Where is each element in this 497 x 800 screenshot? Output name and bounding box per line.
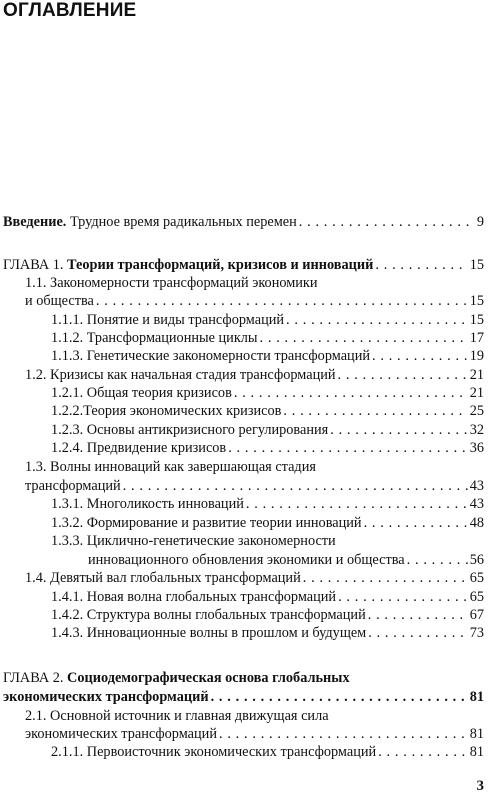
toc-entry-page: 48	[469, 515, 484, 531]
leader-dots	[370, 347, 468, 365]
toc-entry-label: Трансформационные циклы	[83, 330, 258, 346]
toc-entry-prefix: Введение.	[3, 214, 67, 230]
toc-entry-label: Генетические закономерности трансформаций	[83, 348, 371, 364]
toc-entry-prefix: 1.2.2.	[51, 403, 84, 419]
toc-entry-label: Новая волна глобальных трансформаций	[83, 589, 337, 605]
toc-entry-chapter-2[interactable]	[3, 669, 484, 687]
leader-dots	[336, 588, 468, 606]
toc-entry-label: Волны инноваций как завершающая стадия	[46, 459, 316, 475]
toc-entry-1-1[interactable]	[25, 274, 484, 292]
toc-entry-label: экономических трансформаций	[3, 689, 209, 705]
toc-entry-1-1-1[interactable]	[51, 311, 484, 329]
toc-entry-prefix: 2.1.	[25, 708, 47, 724]
leader-dots	[121, 477, 468, 495]
toc-entry-prefix: 1.4.2.	[51, 607, 84, 623]
toc-entry-page: 21	[469, 385, 484, 401]
toc-entry-1-1-3[interactable]	[51, 347, 484, 365]
toc-entry-1-3[interactable]	[25, 458, 484, 476]
toc-entry-page: 56	[469, 552, 484, 568]
toc-entry-prefix: 1.1.2.	[51, 330, 84, 346]
toc-entry-chapter-1[interactable]	[3, 256, 484, 274]
toc-entry-prefix: 1.1.1.	[51, 312, 84, 328]
toc-entry-page: 43	[469, 496, 484, 512]
leader-dots	[301, 569, 468, 587]
toc-entry-prefix: ГЛАВА 2.	[3, 670, 68, 686]
toc-entry-label: Структура волны глобальных трансформаций	[83, 607, 366, 623]
toc-entry-label: Формирование и развитие теории инноваций	[83, 515, 362, 531]
toc-entry-label: Циклично-генетические закономерности	[83, 533, 336, 549]
toc-entry-prefix: 1.1.	[25, 275, 47, 291]
toc-entry-label: Предвидение кризисов	[83, 440, 227, 456]
toc-entry-2-1[interactable]	[25, 707, 484, 725]
toc-entry-label: Девятый вал глобальных трансформаций	[46, 570, 301, 586]
toc-entry-page: 15	[469, 257, 484, 273]
toc-entry-1-4-2[interactable]	[51, 606, 484, 624]
toc-entry-prefix: 1.2.3.	[51, 422, 84, 438]
toc-entry-label: Основы антикризисного регулирования	[83, 422, 329, 438]
leader-dots	[258, 329, 468, 347]
toc-entry-prefix: 1.1.3.	[51, 348, 84, 364]
toc-entry-1-4-3[interactable]	[51, 624, 484, 642]
leader-dots	[232, 384, 468, 402]
toc-entry-1-3-3-cont[interactable]	[88, 551, 484, 569]
toc-entry-prefix: 2.1.1.	[51, 744, 84, 760]
toc-entry-1-2-3[interactable]	[51, 421, 484, 439]
leader-dots	[366, 624, 467, 642]
toc-entry-label: Основной источник и главная движущая сила	[46, 708, 329, 724]
toc-entry-1-3-1[interactable]	[51, 495, 484, 513]
toc-entry-label: Общая теория кризисов	[83, 385, 232, 401]
toc-entry-prefix: ГЛАВА 1.	[3, 257, 68, 273]
toc-entry-1-1-2[interactable]	[51, 329, 484, 347]
toc-entry-prefix: 1.2.1.	[51, 385, 84, 401]
toc-entry-2-1-1[interactable]	[51, 743, 484, 761]
toc-entry-2-1-cont[interactable]	[25, 725, 484, 743]
toc-entry-introduction[interactable]	[3, 213, 484, 231]
toc-entry-1-3-3[interactable]	[51, 532, 484, 550]
toc-entry-page: 17	[469, 330, 484, 346]
toc-entry-label: Теории трансформаций, кризисов и инноваций	[67, 257, 374, 273]
toc-entry-1-4-1[interactable]	[51, 588, 484, 606]
toc-entry-prefix: 1.2.4.	[51, 440, 84, 456]
toc-entry-label: Инновационные волны в прошлом и будущем	[83, 625, 367, 641]
toc-entry-page: 81	[469, 689, 484, 705]
toc-entry-page: 21	[469, 367, 484, 383]
leader-dots	[328, 421, 467, 439]
toc-entry-1-1-cont[interactable]	[25, 292, 484, 310]
toc-entry-prefix: 1.3.3.	[51, 533, 84, 549]
toc-entry-prefix: 1.2.	[25, 367, 47, 383]
page-number: 3	[476, 778, 484, 794]
toc-entry-page: 25	[469, 403, 484, 419]
toc-entry-prefix: 1.3.1.	[51, 496, 84, 512]
toc-entry-label: Понятие и виды трансформаций	[83, 312, 285, 328]
leader-dots	[336, 366, 468, 384]
toc-entry-label: Социодемографическая основа глобальных	[67, 670, 350, 686]
toc-entry-label: Закономерности трансформаций экономики	[46, 275, 318, 291]
toc-entry-page: 19	[469, 348, 484, 364]
leader-dots	[217, 725, 468, 743]
toc-entry-page: 9	[476, 214, 484, 230]
toc-entry-label: Многоликость инноваций	[83, 496, 244, 512]
toc-entry-label: Теория экономических кризисов	[83, 403, 282, 419]
toc-entry-label: трансформаций	[25, 478, 121, 494]
toc-entry-1-2-1[interactable]	[51, 384, 484, 402]
toc-entry-page: 15	[469, 293, 484, 309]
toc-entry-prefix: 1.4.1.	[51, 589, 84, 605]
leader-dots	[281, 402, 467, 420]
toc-entry-page: 36	[469, 440, 484, 456]
toc-entry-1-4[interactable]	[25, 569, 484, 587]
toc-entry-page: 65	[469, 589, 484, 605]
toc-entry-page: 32	[469, 422, 484, 438]
toc-entry-1-2-2[interactable]	[51, 402, 484, 420]
leader-dots	[362, 514, 468, 532]
toc-entry-label: Первоисточник экономических трансформаций	[83, 744, 377, 760]
toc-entry-page: 73	[469, 625, 484, 641]
toc-entry-1-3-cont[interactable]	[25, 477, 484, 495]
toc-entry-page: 43	[469, 478, 484, 494]
toc-entry-prefix: 1.4.	[25, 570, 47, 586]
leader-dots	[226, 439, 468, 457]
toc-entry-chapter-2-cont[interactable]	[3, 688, 484, 706]
leader-dots	[297, 213, 475, 231]
toc-entry-page: 81	[469, 726, 484, 742]
toc-entry-label: инновационного обновления экономики и общества	[88, 552, 405, 568]
leader-dots	[366, 606, 468, 624]
leader-dots	[209, 688, 468, 706]
toc-entry-1-2[interactable]	[25, 366, 484, 384]
leader-dots	[405, 551, 468, 569]
toc-entry-1-3-2[interactable]	[51, 514, 484, 532]
leader-dots	[373, 256, 467, 274]
toc-entry-1-2-4[interactable]	[51, 439, 484, 457]
leader-dots	[94, 292, 468, 310]
toc-entry-prefix: 1.4.3.	[51, 625, 84, 641]
leader-dots	[284, 311, 468, 329]
leader-dots	[244, 495, 468, 513]
leader-dots	[376, 743, 468, 761]
toc-entry-label: Трудное время радикальных перемен	[66, 214, 297, 230]
toc-entry-prefix: 1.3.2.	[51, 515, 84, 531]
toc-entry-label: Кризисы как начальная стадия трансформаций	[46, 367, 336, 383]
toc-entry-page: 67	[469, 607, 484, 623]
toc-entry-prefix: 1.3.	[25, 459, 47, 475]
toc-entry-label: экономических трансформаций	[25, 726, 217, 742]
toc-entry-label: и общества	[25, 293, 94, 309]
toc-entry-page: 65	[469, 570, 484, 586]
page-title: ОГЛАВЛЕНИЕ	[3, 0, 137, 21]
toc-entry-page: 81	[469, 744, 484, 760]
toc-entry-page: 15	[469, 312, 484, 328]
